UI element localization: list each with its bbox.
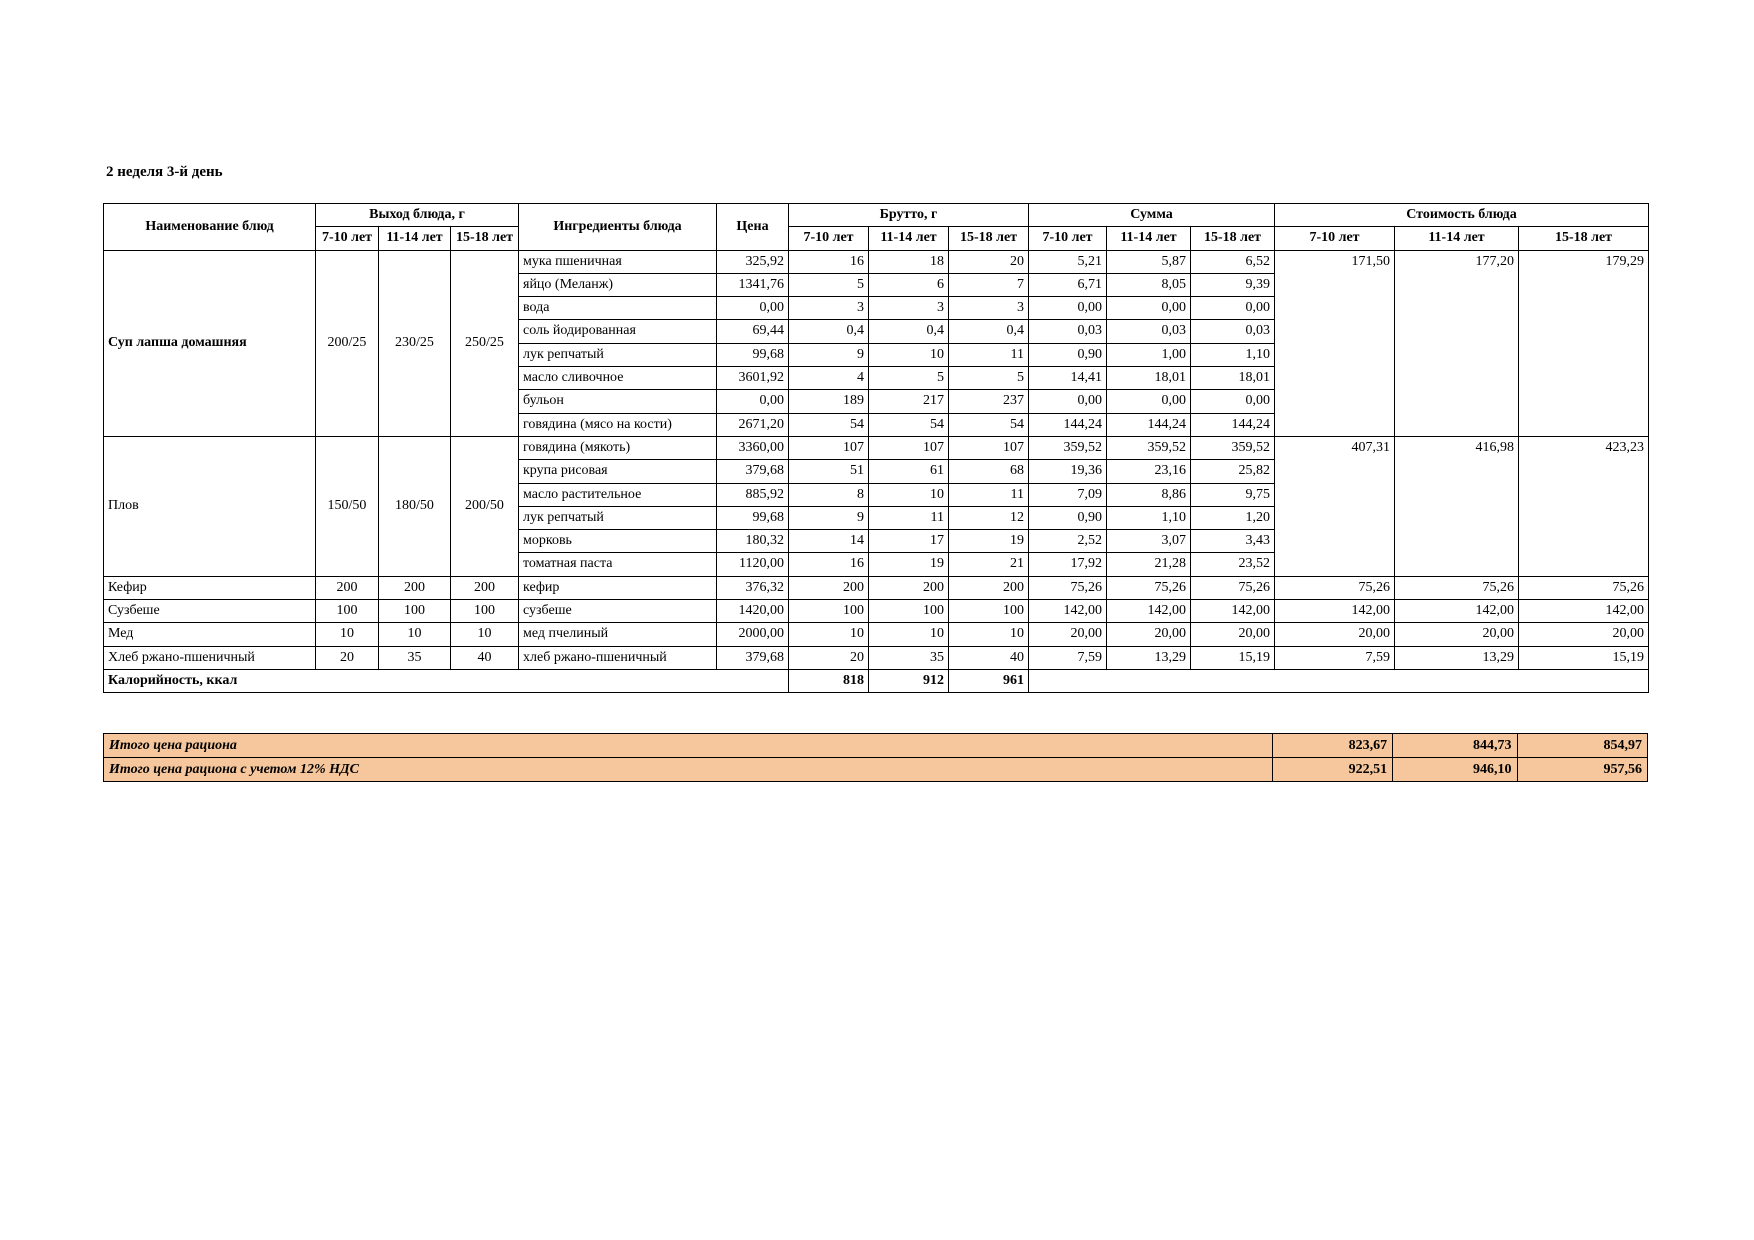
yield-cell: 100 — [316, 600, 379, 623]
gross-cell: 17 — [869, 530, 949, 553]
dish-name-cell: Сузбеше — [104, 600, 316, 623]
gross-cell: 11 — [869, 506, 949, 529]
price-cell: 3601,92 — [717, 367, 789, 390]
ingredient-cell: говядина (мякоть) — [519, 436, 717, 459]
sum-cell: 144,24 — [1191, 413, 1275, 436]
header-dish-name: Наименование блюд — [104, 204, 316, 251]
gross-cell: 107 — [869, 436, 949, 459]
gross-cell: 200 — [949, 576, 1029, 599]
gross-cell: 54 — [789, 413, 869, 436]
header-cost-15-18: 15-18 лет — [1519, 227, 1649, 250]
cost-cell: 179,29 — [1519, 250, 1649, 436]
header-row-groups — [104, 204, 1649, 227]
table-body — [104, 250, 1649, 693]
totals-body — [104, 734, 1648, 782]
calories-label: Калорийность, ккал — [104, 669, 789, 692]
sum-cell: 359,52 — [1107, 436, 1191, 459]
yield-cell: 150/50 — [316, 436, 379, 576]
sum-cell: 0,90 — [1029, 343, 1107, 366]
cost-cell: 75,26 — [1519, 576, 1649, 599]
cost-cell: 20,00 — [1395, 623, 1519, 646]
table-row — [104, 600, 1649, 623]
gross-cell: 10 — [869, 343, 949, 366]
gross-cell: 35 — [869, 646, 949, 669]
cost-cell: 20,00 — [1275, 623, 1395, 646]
yield-cell: 250/25 — [451, 250, 519, 436]
dish-name-cell: Суп лапша домашняя — [104, 250, 316, 436]
gross-cell: 20 — [789, 646, 869, 669]
gross-cell: 61 — [869, 460, 949, 483]
yield-cell: 100 — [451, 600, 519, 623]
sum-cell: 359,52 — [1191, 436, 1275, 459]
cost-cell: 177,20 — [1395, 250, 1519, 436]
gross-cell: 19 — [869, 553, 949, 576]
price-cell: 1120,00 — [717, 553, 789, 576]
price-cell: 0,00 — [717, 297, 789, 320]
gross-cell: 100 — [789, 600, 869, 623]
sum-cell: 6,71 — [1029, 273, 1107, 296]
cost-cell: 75,26 — [1275, 576, 1395, 599]
header-price: Цена — [717, 204, 789, 251]
sum-cell: 0,00 — [1029, 390, 1107, 413]
cost-cell: 75,26 — [1395, 576, 1519, 599]
price-cell: 2671,20 — [717, 413, 789, 436]
cost-cell: 142,00 — [1275, 600, 1395, 623]
yield-cell: 200 — [316, 576, 379, 599]
gross-cell: 217 — [869, 390, 949, 413]
sum-cell: 8,05 — [1107, 273, 1191, 296]
table-row — [104, 646, 1649, 669]
ingredient-cell: мука пшеничная — [519, 250, 717, 273]
gross-cell: 5 — [789, 273, 869, 296]
sum-cell: 142,00 — [1107, 600, 1191, 623]
dish-name-cell: Хлеб ржано-пшеничный — [104, 646, 316, 669]
header-sum-7-10: 7-10 лет — [1029, 227, 1107, 250]
gross-cell: 19 — [949, 530, 1029, 553]
dish-name-cell: Мед — [104, 623, 316, 646]
sum-cell: 18,01 — [1191, 367, 1275, 390]
gross-cell: 10 — [789, 623, 869, 646]
gross-cell: 10 — [869, 483, 949, 506]
table-header — [104, 204, 1649, 251]
gross-cell: 100 — [949, 600, 1029, 623]
yield-cell: 20 — [316, 646, 379, 669]
gross-cell: 10 — [869, 623, 949, 646]
ingredient-cell: морковь — [519, 530, 717, 553]
calories-value: 912 — [869, 669, 949, 692]
gross-cell: 3 — [869, 297, 949, 320]
totals-label: Итого цена рациона с учетом 12% НДС — [104, 758, 1273, 782]
header-cost-group: Стоимость блюда — [1275, 204, 1649, 227]
cost-cell: 416,98 — [1395, 436, 1519, 576]
sum-cell: 1,10 — [1191, 343, 1275, 366]
sum-cell: 0,03 — [1191, 320, 1275, 343]
gross-cell: 6 — [869, 273, 949, 296]
yield-cell: 10 — [316, 623, 379, 646]
yield-cell: 35 — [379, 646, 451, 669]
gross-cell: 16 — [789, 250, 869, 273]
sum-cell: 0,90 — [1029, 506, 1107, 529]
gross-cell: 68 — [949, 460, 1029, 483]
calories-value: 961 — [949, 669, 1029, 692]
cost-cell: 407,31 — [1275, 436, 1395, 576]
sum-cell: 0,03 — [1029, 320, 1107, 343]
dish-name-cell: Плов — [104, 436, 316, 576]
sum-cell: 9,75 — [1191, 483, 1275, 506]
gross-cell: 107 — [789, 436, 869, 459]
sum-cell: 6,52 — [1191, 250, 1275, 273]
ingredient-cell: бульон — [519, 390, 717, 413]
calories-row — [104, 669, 1649, 692]
header-cost-7-10: 7-10 лет — [1275, 227, 1395, 250]
sum-cell: 17,92 — [1029, 553, 1107, 576]
yield-cell: 200 — [451, 576, 519, 599]
sum-cell: 25,82 — [1191, 460, 1275, 483]
sum-cell: 1,00 — [1107, 343, 1191, 366]
sum-cell: 7,59 — [1029, 646, 1107, 669]
ingredient-cell: яйцо (Меланж) — [519, 273, 717, 296]
sum-cell: 21,28 — [1107, 553, 1191, 576]
header-gross-7-10: 7-10 лет — [789, 227, 869, 250]
price-cell: 180,32 — [717, 530, 789, 553]
header-gross-15-18: 15-18 лет — [949, 227, 1029, 250]
sum-cell: 7,09 — [1029, 483, 1107, 506]
sum-cell: 0,00 — [1191, 390, 1275, 413]
ingredient-cell: вода — [519, 297, 717, 320]
price-cell: 99,68 — [717, 343, 789, 366]
gross-cell: 4 — [789, 367, 869, 390]
yield-cell: 100 — [379, 600, 451, 623]
calories-filler — [1029, 669, 1649, 692]
gross-cell: 51 — [789, 460, 869, 483]
sum-cell: 3,43 — [1191, 530, 1275, 553]
table-row — [104, 436, 1649, 459]
gross-cell: 0,4 — [869, 320, 949, 343]
ingredient-cell: мед пчелиный — [519, 623, 717, 646]
sum-cell: 20,00 — [1191, 623, 1275, 646]
gross-cell: 18 — [869, 250, 949, 273]
table-row — [104, 250, 1649, 273]
ingredient-cell: кефир — [519, 576, 717, 599]
sum-cell: 0,00 — [1107, 297, 1191, 320]
price-cell: 1420,00 — [717, 600, 789, 623]
sum-cell: 0,00 — [1029, 297, 1107, 320]
header-ingredients: Ингредиенты блюда — [519, 204, 717, 251]
sum-cell: 15,19 — [1191, 646, 1275, 669]
totals-value: 854,97 — [1517, 734, 1647, 758]
sum-cell: 13,29 — [1107, 646, 1191, 669]
ingredient-cell: масло сливочное — [519, 367, 717, 390]
price-cell: 1341,76 — [717, 273, 789, 296]
header-sum-15-18: 15-18 лет — [1191, 227, 1275, 250]
gross-cell: 237 — [949, 390, 1029, 413]
yield-cell: 10 — [451, 623, 519, 646]
price-cell: 885,92 — [717, 483, 789, 506]
sum-cell: 2,52 — [1029, 530, 1107, 553]
ingredient-cell: лук репчатый — [519, 506, 717, 529]
sum-cell: 142,00 — [1191, 600, 1275, 623]
gross-cell: 200 — [789, 576, 869, 599]
gross-cell: 189 — [789, 390, 869, 413]
ingredient-cell: хлеб ржано-пшеничный — [519, 646, 717, 669]
gross-cell: 40 — [949, 646, 1029, 669]
gross-cell: 7 — [949, 273, 1029, 296]
gross-cell: 0,4 — [949, 320, 1029, 343]
ingredient-cell: говядина (мясо на кости) — [519, 413, 717, 436]
calories-value: 818 — [789, 669, 869, 692]
price-cell: 379,68 — [717, 646, 789, 669]
gross-cell: 10 — [949, 623, 1029, 646]
sum-cell: 0,03 — [1107, 320, 1191, 343]
price-cell: 3360,00 — [717, 436, 789, 459]
price-cell: 2000,00 — [717, 623, 789, 646]
sum-cell: 19,36 — [1029, 460, 1107, 483]
ingredient-cell: томатная паста — [519, 553, 717, 576]
header-yield-7-10: 7-10 лет — [316, 227, 379, 250]
yield-cell: 200/50 — [451, 436, 519, 576]
price-cell: 379,68 — [717, 460, 789, 483]
cost-cell: 142,00 — [1395, 600, 1519, 623]
gross-cell: 11 — [949, 343, 1029, 366]
ingredient-cell: сузбеше — [519, 600, 717, 623]
totals-table — [103, 733, 1648, 782]
gross-cell: 14 — [789, 530, 869, 553]
header-yield-group: Выход блюда, г — [316, 204, 519, 227]
gross-cell: 200 — [869, 576, 949, 599]
header-sum-group: Сумма — [1029, 204, 1275, 227]
sum-cell: 20,00 — [1029, 623, 1107, 646]
totals-label: Итого цена рациона — [104, 734, 1273, 758]
table-row — [104, 576, 1649, 599]
gross-cell: 12 — [949, 506, 1029, 529]
ingredient-cell: крупа рисовая — [519, 460, 717, 483]
sum-cell: 75,26 — [1107, 576, 1191, 599]
gross-cell: 3 — [949, 297, 1029, 320]
header-gross-group: Брутто, г — [789, 204, 1029, 227]
sum-cell: 23,52 — [1191, 553, 1275, 576]
gross-cell: 21 — [949, 553, 1029, 576]
sum-cell: 0,00 — [1107, 390, 1191, 413]
gross-cell: 107 — [949, 436, 1029, 459]
header-cost-11-14: 11-14 лет — [1395, 227, 1519, 250]
yield-cell: 200 — [379, 576, 451, 599]
sum-cell: 20,00 — [1107, 623, 1191, 646]
gross-cell: 100 — [869, 600, 949, 623]
sum-cell: 75,26 — [1029, 576, 1107, 599]
price-cell: 0,00 — [717, 390, 789, 413]
price-cell: 69,44 — [717, 320, 789, 343]
sum-cell: 14,41 — [1029, 367, 1107, 390]
cost-cell: 15,19 — [1519, 646, 1649, 669]
totals-row — [104, 758, 1648, 782]
totals-value: 946,10 — [1393, 758, 1517, 782]
page-title: 2 неделя 3-й день — [106, 164, 223, 180]
sum-cell: 18,01 — [1107, 367, 1191, 390]
price-cell: 99,68 — [717, 506, 789, 529]
sum-cell: 23,16 — [1107, 460, 1191, 483]
totals-value: 823,67 — [1272, 734, 1392, 758]
price-cell: 376,32 — [717, 576, 789, 599]
cost-cell: 423,23 — [1519, 436, 1649, 576]
sum-cell: 75,26 — [1191, 576, 1275, 599]
sum-cell: 9,39 — [1191, 273, 1275, 296]
menu-table — [103, 203, 1649, 693]
cost-cell: 13,29 — [1395, 646, 1519, 669]
ingredient-cell: лук репчатый — [519, 343, 717, 366]
yield-cell: 230/25 — [379, 250, 451, 436]
sum-cell: 142,00 — [1029, 600, 1107, 623]
header-sum-11-14: 11-14 лет — [1107, 227, 1191, 250]
dish-name-cell: Кефир — [104, 576, 316, 599]
totals-row — [104, 734, 1648, 758]
sum-cell: 144,24 — [1107, 413, 1191, 436]
gross-cell: 8 — [789, 483, 869, 506]
header-row-ages — [104, 227, 1649, 250]
sum-cell: 1,20 — [1191, 506, 1275, 529]
sum-cell: 0,00 — [1191, 297, 1275, 320]
ingredient-cell: масло растительное — [519, 483, 717, 506]
cost-cell: 142,00 — [1519, 600, 1649, 623]
sum-cell: 5,21 — [1029, 250, 1107, 273]
cost-cell: 171,50 — [1275, 250, 1395, 436]
gross-cell: 20 — [949, 250, 1029, 273]
table-row — [104, 623, 1649, 646]
gross-cell: 3 — [789, 297, 869, 320]
yield-cell: 40 — [451, 646, 519, 669]
sum-cell: 3,07 — [1107, 530, 1191, 553]
gross-cell: 0,4 — [789, 320, 869, 343]
totals-value: 922,51 — [1272, 758, 1392, 782]
cost-cell: 7,59 — [1275, 646, 1395, 669]
header-yield-11-14: 11-14 лет — [379, 227, 451, 250]
totals-value: 957,56 — [1517, 758, 1647, 782]
gross-cell: 9 — [789, 343, 869, 366]
sum-cell: 359,52 — [1029, 436, 1107, 459]
sum-cell: 1,10 — [1107, 506, 1191, 529]
gross-cell: 5 — [949, 367, 1029, 390]
gross-cell: 16 — [789, 553, 869, 576]
yield-cell: 10 — [379, 623, 451, 646]
sum-cell: 5,87 — [1107, 250, 1191, 273]
header-yield-15-18: 15-18 лет — [451, 227, 519, 250]
gross-cell: 9 — [789, 506, 869, 529]
yield-cell: 180/50 — [379, 436, 451, 576]
gross-cell: 5 — [869, 367, 949, 390]
cost-cell: 20,00 — [1519, 623, 1649, 646]
gross-cell: 54 — [869, 413, 949, 436]
gross-cell: 54 — [949, 413, 1029, 436]
sum-cell: 144,24 — [1029, 413, 1107, 436]
sum-cell: 8,86 — [1107, 483, 1191, 506]
totals-value: 844,73 — [1393, 734, 1517, 758]
ingredient-cell: соль йодированная — [519, 320, 717, 343]
header-gross-11-14: 11-14 лет — [869, 227, 949, 250]
price-cell: 325,92 — [717, 250, 789, 273]
yield-cell: 200/25 — [316, 250, 379, 436]
gross-cell: 11 — [949, 483, 1029, 506]
